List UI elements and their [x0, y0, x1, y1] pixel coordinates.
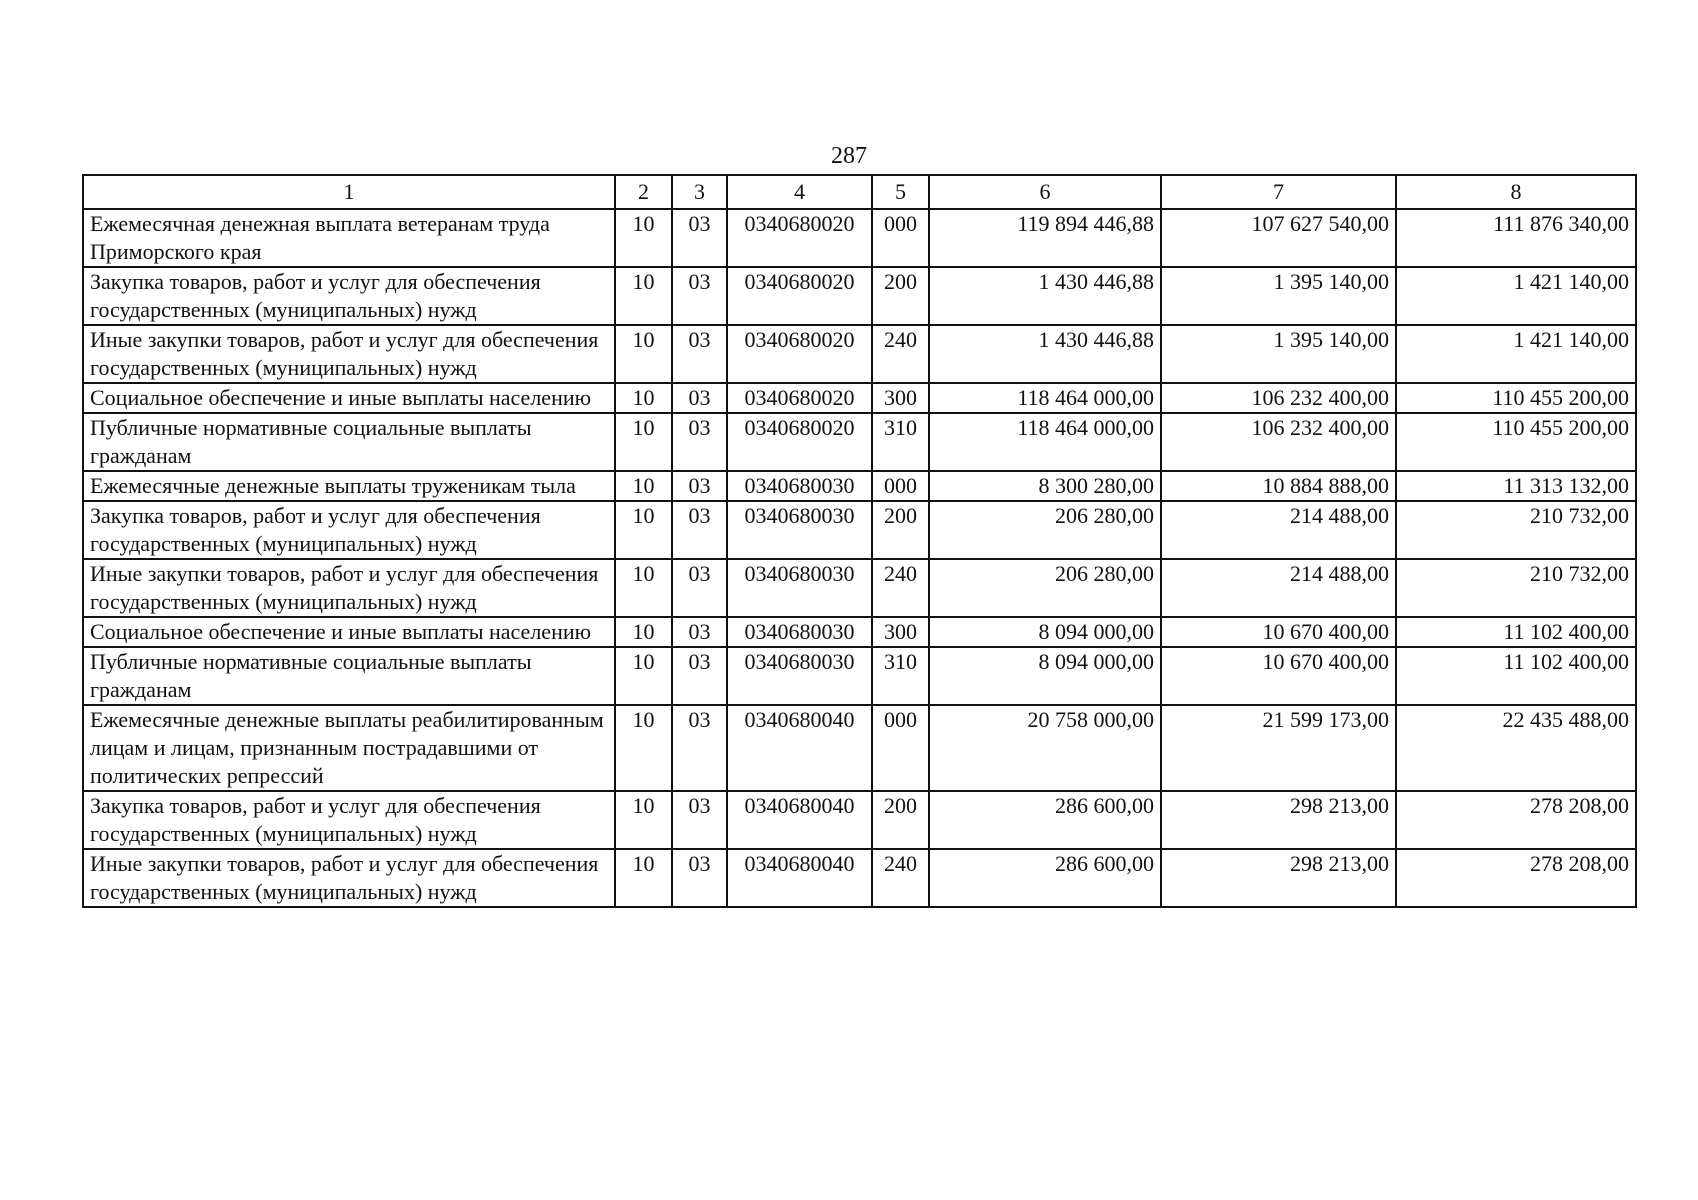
table-row: [83, 705, 1636, 791]
expense-type-code: 310: [872, 647, 929, 705]
amount-col7: 1 395 140,00: [1161, 325, 1396, 383]
subsection-code: 03: [672, 849, 727, 907]
table-row: [83, 471, 1636, 501]
column-header: 6: [929, 175, 1161, 209]
expense-type-code: 200: [872, 791, 929, 849]
expense-type-code: 000: [872, 209, 929, 267]
column-header: 1: [83, 175, 615, 209]
target-article-code: 0340680020: [727, 413, 872, 471]
expense-type-code: 000: [872, 471, 929, 501]
row-name: Социальное обеспечение и иные выплаты населению: [83, 383, 615, 413]
table-row: [83, 559, 1636, 617]
table-row: [83, 849, 1636, 907]
amount-col8: 210 732,00: [1396, 501, 1636, 559]
section-code: 10: [615, 471, 672, 501]
table-body: [83, 209, 1636, 907]
expense-type-code: 200: [872, 501, 929, 559]
row-name: Ежемесячные денежные выплаты труженикам тыла: [83, 471, 615, 501]
amount-col8: 110 455 200,00: [1396, 413, 1636, 471]
target-article-code: 0340680030: [727, 559, 872, 617]
column-header: 2: [615, 175, 672, 209]
expense-type-code: 240: [872, 559, 929, 617]
target-article-code: 0340680020: [727, 383, 872, 413]
amount-col7: 298 213,00: [1161, 791, 1396, 849]
table-row: [83, 501, 1636, 559]
amount-col8: 11 102 400,00: [1396, 617, 1636, 647]
section-code: 10: [615, 383, 672, 413]
target-article-code: 0340680020: [727, 267, 872, 325]
table-row: [83, 209, 1636, 267]
section-code: 10: [615, 791, 672, 849]
section-code: 10: [615, 501, 672, 559]
amount-col8: 210 732,00: [1396, 559, 1636, 617]
row-name: Публичные нормативные социальные выплаты гражданам: [83, 647, 615, 705]
amount-col7: 1 395 140,00: [1161, 267, 1396, 325]
amount-col6: 20 758 000,00: [929, 705, 1161, 791]
amount-col6: 286 600,00: [929, 791, 1161, 849]
row-name: Иные закупки товаров, работ и услуг для обеспечения государственных (муниципальных) нужд: [83, 849, 615, 907]
header-row: [83, 175, 1636, 209]
amount-col6: 8 300 280,00: [929, 471, 1161, 501]
amount-col6: 8 094 000,00: [929, 647, 1161, 705]
row-name: Ежемесячные денежные выплаты реабилитированным лицам и лицам, признанным пострадавшими от политических репрессий: [83, 705, 615, 791]
column-header: 8: [1396, 175, 1636, 209]
budget-table: [82, 174, 1637, 908]
column-header: 7: [1161, 175, 1396, 209]
expense-type-code: 000: [872, 705, 929, 791]
table-header: [83, 175, 1636, 209]
amount-col8: 11 313 132,00: [1396, 471, 1636, 501]
amount-col8: 111 876 340,00: [1396, 209, 1636, 267]
section-code: 10: [615, 413, 672, 471]
subsection-code: 03: [672, 617, 727, 647]
table-row: [83, 413, 1636, 471]
column-header: 4: [727, 175, 872, 209]
amount-col6: 8 094 000,00: [929, 617, 1161, 647]
target-article-code: 0340680030: [727, 617, 872, 647]
target-article-code: 0340680030: [727, 647, 872, 705]
subsection-code: 03: [672, 559, 727, 617]
row-name: Социальное обеспечение и иные выплаты населению: [83, 617, 615, 647]
amount-col7: 10 670 400,00: [1161, 617, 1396, 647]
subsection-code: 03: [672, 325, 727, 383]
amount-col8: 11 102 400,00: [1396, 647, 1636, 705]
subsection-code: 03: [672, 413, 727, 471]
expense-type-code: 300: [872, 383, 929, 413]
expense-type-code: 240: [872, 325, 929, 383]
amount-col7: 214 488,00: [1161, 501, 1396, 559]
target-article-code: 0340680030: [727, 501, 872, 559]
subsection-code: 03: [672, 647, 727, 705]
section-code: 10: [615, 617, 672, 647]
amount-col6: 286 600,00: [929, 849, 1161, 907]
amount-col8: 1 421 140,00: [1396, 325, 1636, 383]
amount-col7: 106 232 400,00: [1161, 413, 1396, 471]
expense-type-code: 200: [872, 267, 929, 325]
amount-col7: 214 488,00: [1161, 559, 1396, 617]
page-number: 287: [831, 143, 867, 169]
table-row: [83, 267, 1636, 325]
row-name: Ежемесячная денежная выплата ветеранам труда Приморского края: [83, 209, 615, 267]
amount-col6: 1 430 446,88: [929, 325, 1161, 383]
section-code: 10: [615, 647, 672, 705]
table-row: [83, 325, 1636, 383]
amount-col8: 278 208,00: [1396, 849, 1636, 907]
subsection-code: 03: [672, 705, 727, 791]
amount-col6: 1 430 446,88: [929, 267, 1161, 325]
expense-type-code: 240: [872, 849, 929, 907]
amount-col7: 21 599 173,00: [1161, 705, 1396, 791]
amount-col7: 10 670 400,00: [1161, 647, 1396, 705]
amount-col7: 106 232 400,00: [1161, 383, 1396, 413]
expense-type-code: 300: [872, 617, 929, 647]
amount-col6: 118 464 000,00: [929, 383, 1161, 413]
amount-col6: 119 894 446,88: [929, 209, 1161, 267]
target-article-code: 0340680020: [727, 209, 872, 267]
amount-col6: 118 464 000,00: [929, 413, 1161, 471]
table-row: [83, 791, 1636, 849]
section-code: 10: [615, 267, 672, 325]
amount-col7: 298 213,00: [1161, 849, 1396, 907]
section-code: 10: [615, 325, 672, 383]
subsection-code: 03: [672, 267, 727, 325]
subsection-code: 03: [672, 791, 727, 849]
amount-col8: 1 421 140,00: [1396, 267, 1636, 325]
section-code: 10: [615, 209, 672, 267]
subsection-code: 03: [672, 501, 727, 559]
amount-col7: 10 884 888,00: [1161, 471, 1396, 501]
row-name: Иные закупки товаров, работ и услуг для обеспечения государственных (муниципальных) нужд: [83, 559, 615, 617]
row-name: Публичные нормативные социальные выплаты гражданам: [83, 413, 615, 471]
amount-col6: 206 280,00: [929, 559, 1161, 617]
amount-col7: 107 627 540,00: [1161, 209, 1396, 267]
column-header: 3: [672, 175, 727, 209]
target-article-code: 0340680030: [727, 471, 872, 501]
amount-col8: 278 208,00: [1396, 791, 1636, 849]
expense-type-code: 310: [872, 413, 929, 471]
target-article-code: 0340680040: [727, 849, 872, 907]
row-name: Закупка товаров, работ и услуг для обеспечения государственных (муниципальных) нужд: [83, 791, 615, 849]
row-name: Иные закупки товаров, работ и услуг для обеспечения государственных (муниципальных) нужд: [83, 325, 615, 383]
target-article-code: 0340680040: [727, 705, 872, 791]
subsection-code: 03: [672, 383, 727, 413]
target-article-code: 0340680040: [727, 791, 872, 849]
section-code: 10: [615, 849, 672, 907]
section-code: 10: [615, 705, 672, 791]
table-row: [83, 647, 1636, 705]
column-header: 5: [872, 175, 929, 209]
subsection-code: 03: [672, 471, 727, 501]
amount-col6: 206 280,00: [929, 501, 1161, 559]
table-row: [83, 617, 1636, 647]
target-article-code: 0340680020: [727, 325, 872, 383]
row-name: Закупка товаров, работ и услуг для обеспечения государственных (муниципальных) нужд: [83, 501, 615, 559]
amount-col8: 22 435 488,00: [1396, 705, 1636, 791]
amount-col8: 110 455 200,00: [1396, 383, 1636, 413]
section-code: 10: [615, 559, 672, 617]
row-name: Закупка товаров, работ и услуг для обеспечения государственных (муниципальных) нужд: [83, 267, 615, 325]
table-row: [83, 383, 1636, 413]
subsection-code: 03: [672, 209, 727, 267]
